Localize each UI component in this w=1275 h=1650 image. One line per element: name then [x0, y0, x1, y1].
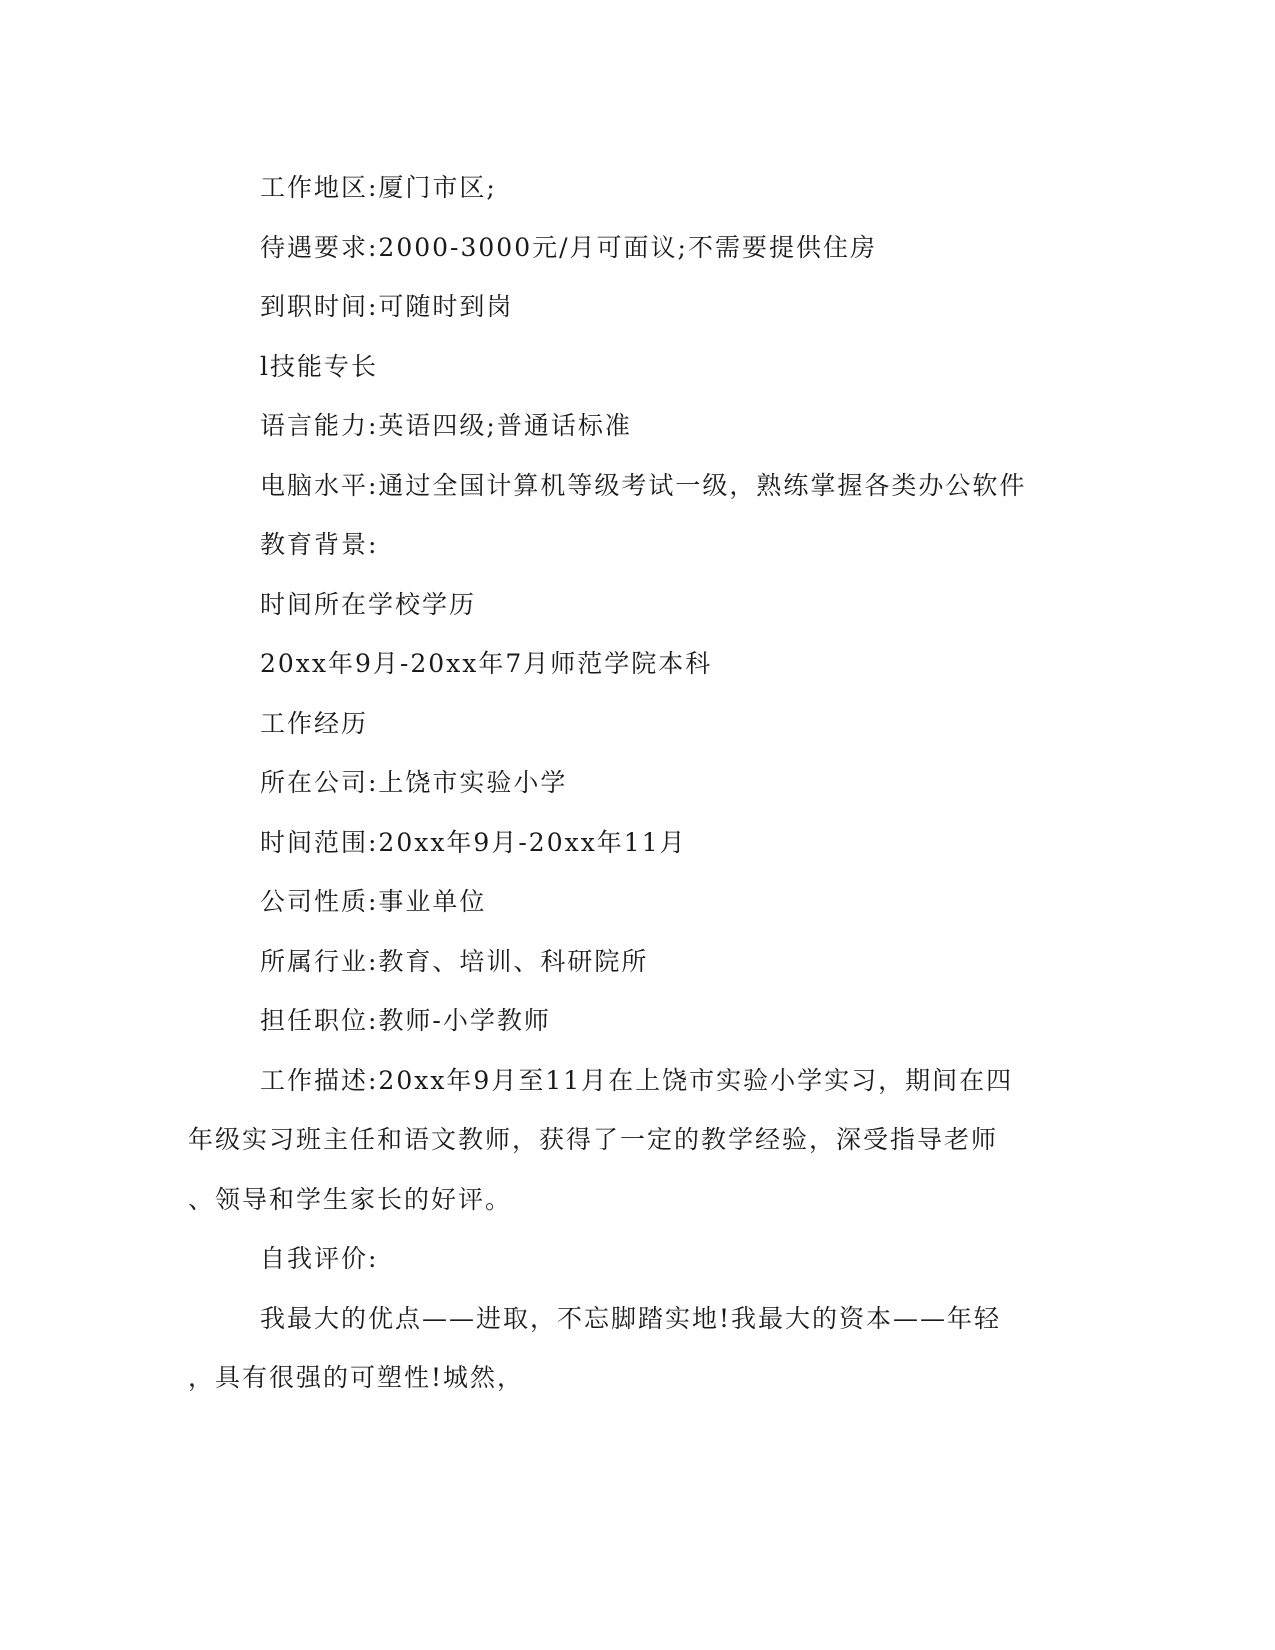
- industry-line: 所属行业:教育、培训、科研院所: [260, 946, 649, 976]
- education-heading: 教育背景:: [260, 530, 379, 559]
- start-date-line: 到职时间:可随时到岗: [260, 292, 514, 321]
- work-description-paragraph: [0, 1051, 1275, 1230]
- work-experience-heading: 工作经历: [260, 708, 369, 738]
- self-evaluation-line-1: 我最大的优点——进取，不忘脚踏实地!我最大的资本——年轻: [260, 1303, 1002, 1333]
- document-body: [0, 158, 1275, 1408]
- company-type-line: 公司性质:事业单位: [260, 887, 487, 916]
- education-entry-line: 20xx年9月-20xx年7月师范学院本科: [260, 649, 713, 678]
- work-area-line: 工作地区:厦门市区;: [260, 173, 497, 202]
- self-evaluation-paragraph: [0, 1289, 1275, 1408]
- language-ability-line: 语言能力:英语四级;普通话标准: [260, 411, 632, 440]
- work-description-line-1: 工作描述:20xx年9月至11月在上饶市实验小学实习，期间在四: [260, 1065, 1014, 1095]
- work-description-line-2: 年级实习班主任和语文教师，获得了一定的教学经验，深受指导老师: [188, 1125, 999, 1154]
- position-line: 担任职位:教师-小学教师: [260, 1006, 551, 1035]
- self-evaluation-line-2: ，具有很强的可塑性!城然，: [188, 1363, 525, 1392]
- skills-heading: l技能专长: [260, 351, 378, 381]
- education-columns-line: 时间所在学校学历: [260, 589, 477, 619]
- company-line: 所在公司:上饶市实验小学: [260, 768, 568, 797]
- computer-level-line: 电脑水平:通过全国计算机等级考试一级，熟练掌握各类办公软件: [260, 470, 1027, 500]
- self-evaluation-heading: 自我评价:: [260, 1244, 379, 1273]
- time-range-line: 时间范围:20xx年9月-20xx年11月: [260, 827, 687, 857]
- work-description-line-3: 、领导和学生家长的好评。: [188, 1184, 513, 1214]
- salary-requirement-line: 待遇要求:2000-3000元/月可面议;不需要提供住房: [260, 232, 877, 262]
